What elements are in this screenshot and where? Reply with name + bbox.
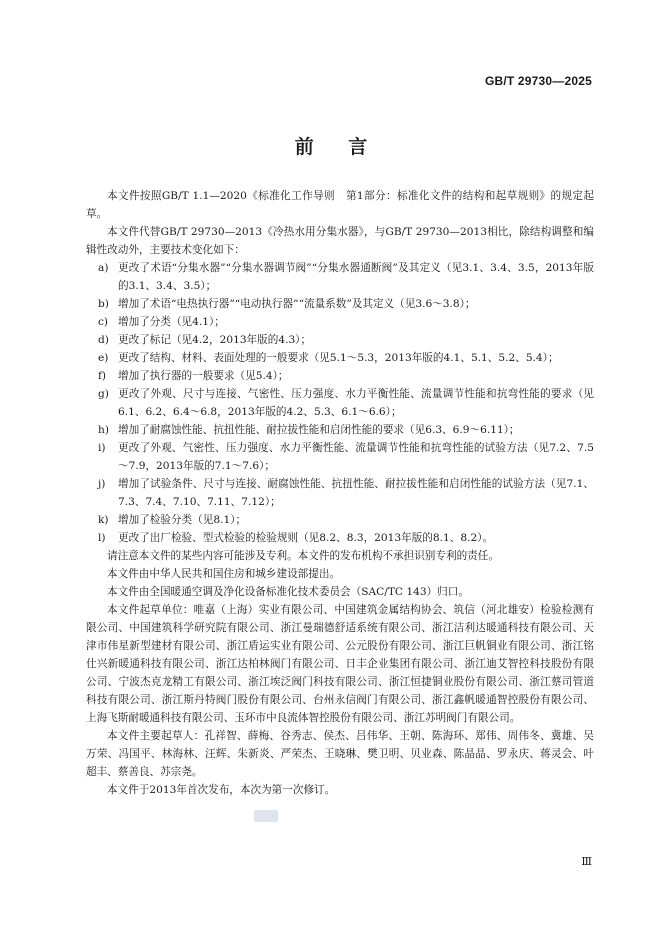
- page-number: Ⅲ: [581, 855, 592, 868]
- committee-statement: 本文件由全国暖通空调及净化设备标准化技术委员会（SAC/TC 143）归口。: [107, 586, 469, 598]
- list-item: [86, 259, 594, 295]
- list-item: [86, 385, 594, 421]
- patent-notice: 请注意本文件的某些内容可能涉及专利。本文件的发布机构不承担识别专利的责任。: [107, 550, 499, 562]
- list-item: [86, 349, 594, 367]
- changes-list: [86, 259, 594, 547]
- list-marker: k): [98, 514, 109, 526]
- list-item-text: 增加了执行器的一般要求（见5.4）；: [118, 370, 289, 382]
- revision-history: 本文件于2013年首次发布，本次为第一次修订。: [107, 784, 336, 796]
- list-item-text: 增加了耐腐蚀性能、抗扭性能、耐拉拔性能和启闭性能的要求（见6.3、6.9～6.11）；: [118, 424, 520, 436]
- standard-number: GB/T 29730—2025: [484, 74, 592, 88]
- list-marker: b): [98, 298, 109, 310]
- list-marker: g): [98, 388, 109, 400]
- intro-paragraph: 本文件按照GB/T 1.1—2020《标准化工作导则 第1部分：标准化文件的结构和起草规则》的规定起草。: [86, 190, 594, 220]
- foreword-body: [86, 187, 594, 799]
- list-item: [86, 421, 594, 439]
- list-marker: j): [98, 478, 106, 490]
- list-item-text: 更改了外观、尺寸与连接、气密性、压力强度、水力平衡性能、流量调节性能和抗弯性能的要求（见6.1、6.2、6.4～6.8，2013年版的4.2、5.3、6.1～6.6）；: [118, 388, 594, 418]
- list-marker: l): [98, 532, 106, 544]
- list-marker: h): [98, 424, 109, 436]
- list-item: [86, 439, 594, 475]
- watermark-stamp: [254, 810, 278, 822]
- drafters: 本文件主要起草人：孔祥智、薛梅、谷秀志、侯杰、吕伟华、王朝、陈海环、郑伟、周伟冬、冀雄、吴万荣、冯国平、林海林、汪辉、朱新炎、严荣杰、王晓琳、樊卫明、贝业森、陈晶晶、罗永庆、蒋灵会、叶超丰、蔡善良、苏宗尧。: [86, 730, 594, 778]
- list-marker: i): [98, 442, 106, 454]
- list-item-text: 增加了检验分类（见8.1）；: [118, 514, 247, 526]
- intro-paragraph: 本文件代替GB/T 29730—2013《冷热水用分集水器》，与GB/T 29730—2013相比，除结构调整和编辑性改动外，主要技术变化如下：: [86, 226, 594, 256]
- list-marker: c): [98, 316, 109, 328]
- list-item-text: 更改了外观、气密性、压力强度、水力平衡性能、流量调节性能和抗弯性能的试验方法（见7.2、7.5～7.9，2013年版的7.1～7.6）；: [118, 442, 594, 472]
- list-marker: a): [98, 262, 109, 274]
- list-item-text: 更改了标记（见4.2，2013年版的4.3）；: [118, 334, 312, 346]
- list-item-text: 更改了结构、材料、表面处理的一般要求（见5.1～5.3，2013年版的4.1、5.1、5.2、5.4）；: [118, 352, 559, 364]
- list-item: [86, 313, 594, 331]
- list-item-text: 增加了分类（见4.1）；: [118, 316, 225, 328]
- list-marker: d): [98, 334, 109, 346]
- list-item-text: 更改了出厂检验、型式检验的检验规则（见8.2、8.3，2013年版的8.1、8.2）。: [118, 532, 494, 544]
- list-marker: f): [98, 370, 107, 382]
- list-item: [86, 295, 594, 313]
- page-title: 前 言: [294, 136, 382, 158]
- list-item-text: 增加了试验条件、尺寸与连接、耐腐蚀性能、抗扭性能、耐拉拔性能和启闭性能的试验方法（见7.1、7.3、7.4、7.10、7.11、7.12）；: [118, 478, 594, 508]
- list-item-text: 增加了术语“电热执行器”“电动执行器”“流量系数”及其定义（见3.6～3.8）；: [118, 298, 476, 310]
- list-marker: e): [98, 352, 109, 364]
- list-item: [86, 331, 594, 349]
- drafting-units: 本文件起草单位：唯嘉（上海）实业有限公司、中国建筑金属结构协会、筑信（河北雄安）检验检测有限公司、中国建筑科学研究院有限公司、浙江曼瑞德舒适系统有限公司、浙江洁利达暖通科技有限公司、天津市伟星新型建材有限公司、浙江盾运实业有限公司、公元股份有限公司、浙江巨帆铜业有限公司、浙江铭仕兴新暖通科技有限公司、浙江达柏林阀门有限公司、日丰企业集团有限公司、浙江迪艾智控科技股份有限公司、宁波杰克龙精工有限公司、浙江埃泛阀门科技有限公司、浙江恒捷铜业股份有限公司、浙江蔡司管道科技有限公司、浙江斯丹特阀门股份有限公司、台州永信阀门有限公司、浙江鑫帆暖通智控股份有限公司、上海飞斯耐暖通科技有限公司、玉环市中良流体智控股份有限公司、浙江苏明阀门有限公司。: [86, 604, 594, 724]
- list-item: [86, 475, 594, 511]
- proposer-statement: 本文件由中华人民共和国住房和城乡建设部提出。: [107, 568, 341, 580]
- list-item-text: 更改了术语“分集水器”“分集水器调节阀”“分集水器通断阀”及其定义（见3.1、3.4、3.5，2013年版的3.1、3.4、3.5）；: [118, 262, 594, 292]
- list-item: [86, 367, 594, 385]
- list-item: [86, 529, 594, 547]
- list-item: [86, 511, 594, 529]
